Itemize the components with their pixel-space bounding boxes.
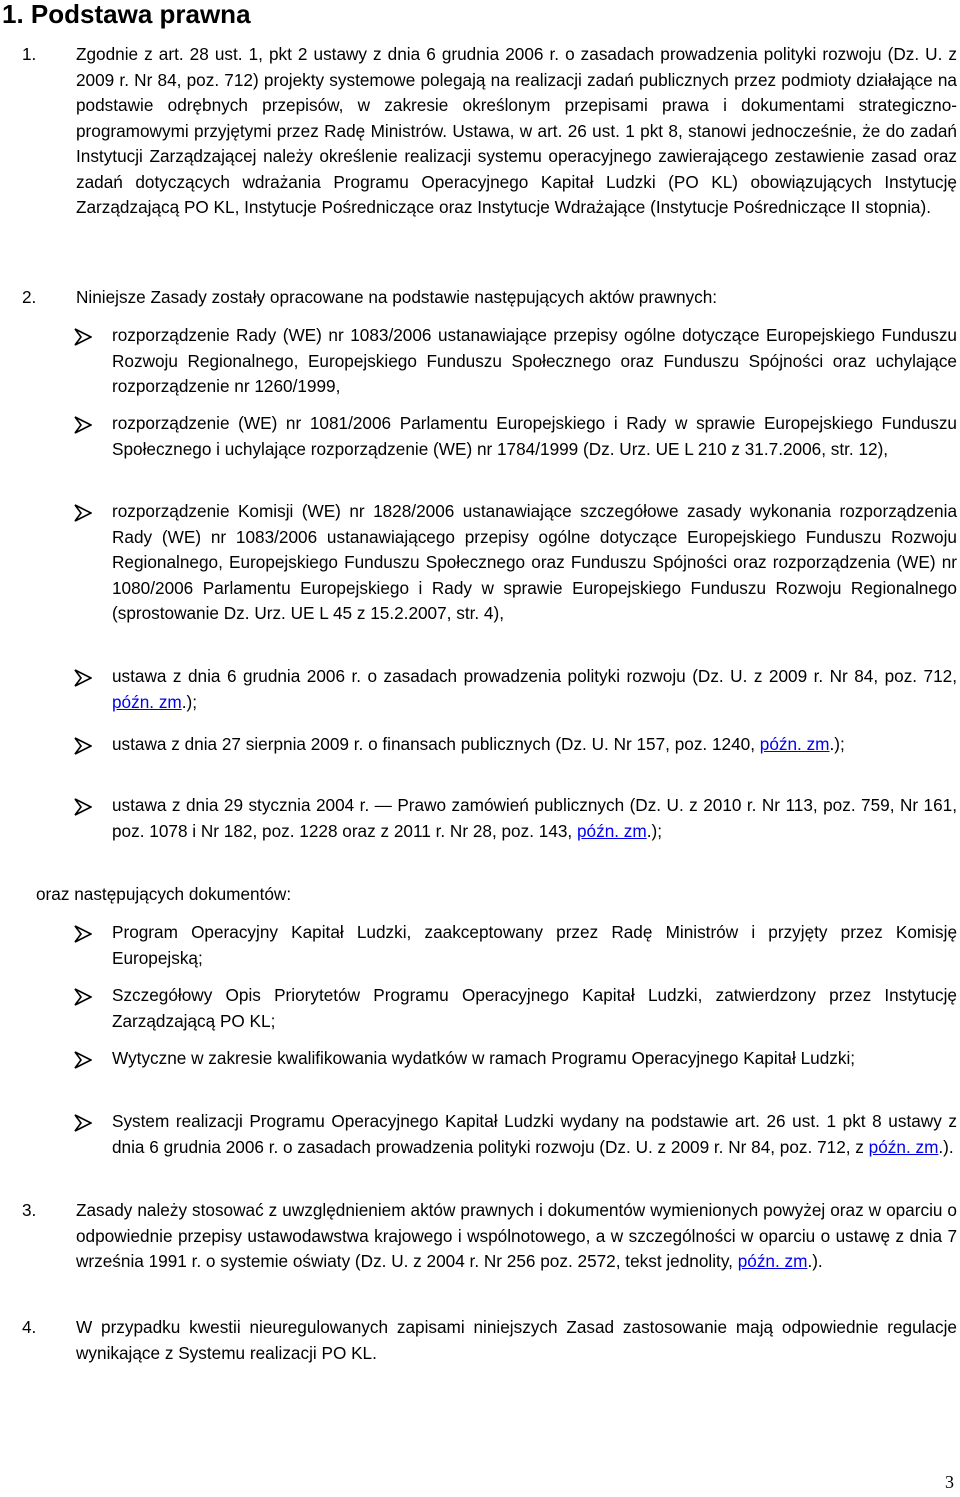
list-item: ustawa z dnia 29 stycznia 2004 r. ― Prawo zamówień publicznych (Dz. U. z 2010 r. Nr 113, poz. 759, Nr 161, poz. 1078 i Nr 182, poz. 1228 oraz z 2011 r. Nr 28, poz. 143, późn. zm.);	[112, 795, 957, 841]
arrow-bullet-icon	[74, 988, 92, 1006]
list-item: ustawa z dnia 6 grudnia 2006 r. o zasadach prowadzenia polityki rozwoju (Dz. U. z 2009 r. Nr 84, poz. 712, późn. zm.);	[112, 666, 957, 712]
arrow-bullet-icon	[74, 1051, 92, 1069]
list-item: rozporządzenie Rady (WE) nr 1083/2006 ustanawiające przepisy ogólne dotyczące Europejskiego Funduszu Rozwoju Regionalnego, Europejskiego Funduszu Społecznego oraz Funduszu Spójności oraz uchylające rozporządzenie nr 1260/1999,	[112, 325, 957, 396]
item-number: 3.	[22, 1200, 37, 1220]
paragraph-unregulated: W przypadku kwestii nieuregulowanych zapisami niniejszych Zasad zastosowanie mają odpowiednie regulacje wynikające z Systemu realizacji PO KL.	[76, 1317, 957, 1363]
item-number: 2.	[22, 287, 37, 307]
pozn-zm-link[interactable]: późn. zm	[112, 691, 182, 712]
list-item: Program Operacyjny Kapitał Ludzki, zaakceptowany przez Radę Ministrów i przyjęty przez Komisję Europejską;	[112, 922, 957, 968]
arrow-bullet-icon	[74, 669, 92, 687]
item-number: 4.	[22, 1317, 37, 1337]
arrow-bullet-icon	[74, 328, 92, 346]
list-item: rozporządzenie Komisji (WE) nr 1828/2006 ustanawiające szczegółowe zasady wykonania rozporządzenia Rady (WE) nr 1083/2006 ustanawiającego przepisy ogólne dotyczące Europejskiego Funduszu Rozwoju Regionalnego, Europejskiego Funduszu Społecznego oraz Funduszu Spójności oraz rozporządzenia (WE) nr 1080/2006 Parlamentu Europejskiego i Rady w sprawie Europejskiego Funduszu Rozwoju Regionalnego (sprostowanie Dz. Urz. UE L 45 z 15.2.2007, str. 4),	[112, 501, 957, 623]
arrow-bullet-icon	[74, 798, 92, 816]
paragraph-acts-intro: Niniejsze Zasady zostały opracowane na podstawie następujących aktów prawnych:	[76, 287, 718, 307]
list-item: System realizacji Programu Operacyjnego Kapitał Ludzki wydany na podstawie art. 26 ust. 1 pkt 8 ustawy z dnia 6 grudnia 2006 r. o zasadach prowadzenia polityki rozwoju (Dz. U. z 2009 r. Nr 84, poz. 712, z późn. zm.).	[112, 1111, 957, 1157]
list-item: Szczegółowy Opis Priorytetów Programu Operacyjnego Kapitał Ludzki, zatwierdzony przez Instytucję Zarządzającą PO KL;	[112, 985, 957, 1031]
pozn-zm-link[interactable]: późn. zm	[576, 820, 647, 841]
list-item: rozporządzenie (WE) nr 1081/2006 Parlamentu Europejskiego i Rady w sprawie Europejskiego Funduszu Społecznego i uchylające rozporządzenie (WE) nr 1784/1999 (Dz. Urz. UE L 210 z 31.7.2006, str. 12),	[112, 413, 957, 459]
pozn-zm-link[interactable]: późn. zm	[737, 1251, 808, 1271]
list-item: ustawa z dnia 27 sierpnia 2009 r. o finansach publicznych (Dz. U. Nr 157, poz. 1240, późn. zm.);	[112, 734, 845, 754]
list-item: Wytyczne w zakresie kwalifikowania wydatków w ramach Programu Operacyjnego Kapitał Ludzki;	[112, 1048, 856, 1068]
arrow-bullet-icon	[74, 1114, 92, 1132]
documents-intro: oraz następujących dokumentów:	[36, 884, 292, 904]
page-number: 3	[945, 1472, 954, 1492]
paragraph-application: Zasady należy stosować z uwzględnieniem aktów prawnych i dokumentów wymienionych powyżej oraz w oparciu o odpowiednie przepisy ustawodawstwa krajowego i wspólnotowego, a w szczególności w oparciu o ustawę z dnia 7 września 1991 r. o systemie oświaty (Dz. U. z 2004 r. Nr 256 poz. 2572, tekst jednolity, późn. zm.).	[76, 1200, 957, 1271]
section-heading: 1. Podstawa prawna	[2, 0, 251, 29]
pozn-zm-link[interactable]: późn. zm	[868, 1136, 939, 1157]
pozn-zm-link[interactable]: późn. zm	[759, 734, 830, 754]
paragraph-legal-basis: Zgodnie z art. 28 ust. 1, pkt 2 ustawy z dnia 6 grudnia 2006 r. o zasadach prowadzenia polityki rozwoju (Dz. U. z 2009 r. Nr 84, poz. 712) projekty systemowe polegają na realizacji zadań publicznych przez podmioty działające na podstawie odrębnych przepisów, w zakresie określonym przepisami prawa i dokumentami strategiczno-programowymi przyjętymi przez Radę Ministrów. Ustawa, w art. 26 ust. 1 pkt 8, stanowi jednocześnie, że do zadań Instytucji Zarządzającej należy określenie realizacji systemu operacyjnego zawierającego zestawienie zasad oraz zadań dotyczących wdrażania Programu Operacyjnego Kapitał Ludzki (PO KL) obowiązujących Instytucję Zarządzającą PO KL, Instytucje Pośredniczące oraz Instytucje Wdrażające (Instytucje Pośredniczące II stopnia).	[76, 44, 957, 217]
arrow-bullet-icon	[74, 416, 92, 434]
arrow-bullet-icon	[74, 737, 92, 755]
arrow-bullet-icon	[74, 925, 92, 943]
arrow-bullet-icon	[74, 504, 92, 522]
item-number: 1.	[22, 44, 37, 64]
